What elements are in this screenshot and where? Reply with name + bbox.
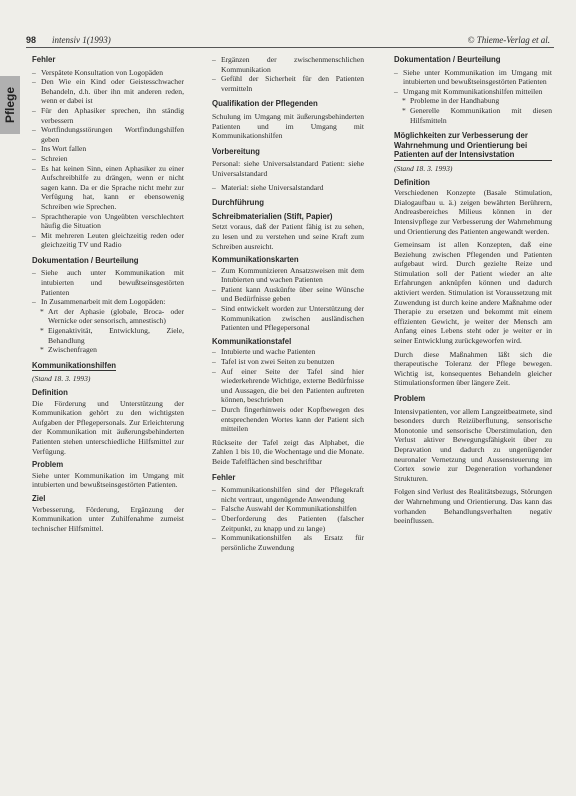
list-item: – Sind entwickelt worden zur Unterstützung der Kommunikation zwischen ausländischen Patienten und Pflegepersonal: [212, 304, 364, 333]
list-item: – Für den Aphasiker sprechen, ihn ständig verbessern: [32, 106, 184, 125]
list-subitem: * Zwischenfragen: [32, 345, 184, 355]
list-subitem: * Eigenaktivität, Entwicklung, Ziele, Behandlung: [32, 326, 184, 345]
list-item: – Tafel ist von zwei Seiten zu benutzen: [212, 357, 364, 367]
list-subitem: * Art der Aphasie (globale, Broca- oder Wernicke oder sensorisch, amnestisch): [32, 307, 184, 326]
stand-date: (Stand 18. 3. 1993): [32, 374, 91, 384]
list-item: – Sprachtherapie von Ungeübten verschlechtert häufig die Situation: [32, 212, 184, 231]
vorbereitung-text: Personal: siehe Universalstandard Patient: siehe Universalstandard: [212, 159, 364, 178]
header-rule: [26, 47, 554, 48]
definition-text: Die Förderung und Unterstützung der Kommunikation gehört zu den wichtigsten Aufgaben der Pflegepersonals. Zur Erleichterung der Kommunikation mit äußerungsbehinderten Patienten stehen unterschiedliche Hilfsmittel zur Verfügung.: [32, 398, 184, 456]
journal-title: intensiv 1(1993): [52, 35, 111, 45]
fehler-heading: Fehler: [32, 55, 56, 64]
list-subitem: * Generelle Kommunikation mit diesen Hilfsmitteln: [394, 106, 552, 125]
fehler2-list: [212, 485, 364, 552]
list-item: – Kommunikationshilfen als Ersatz für persönliche Zuwendung: [212, 533, 364, 552]
list-item: – Schreien: [32, 154, 184, 164]
kommunikationshilfen-heading: [32, 361, 184, 372]
list-subitem: * Probleme in der Handhabung: [394, 96, 552, 106]
qualifikation-heading: Qualifikation der Pflegenden: [212, 99, 318, 109]
schreibmaterialien-heading: Schreibmaterialien (Stift, Papier): [212, 211, 333, 221]
ziel-text: Verbesserung, Förderung, Ergänzung der Kommunikation unter Zuhilfenahme zumeist technischer Hilfsmittel.: [32, 504, 184, 533]
publisher-note: © Thieme-Verlag et al.: [467, 35, 550, 45]
kommunikationskarten-list: [212, 266, 364, 333]
list-item: – Patient kann Auskünfte über seine Wünsche und Bedürfnisse geben: [212, 285, 364, 304]
moeglichkeiten-heading: [394, 131, 552, 161]
vorbereitung-heading: Vorbereitung: [212, 146, 260, 156]
column-3: [394, 55, 552, 530]
list-item: – Ergänzen der zwischenmenschlichen Kommunikation: [212, 55, 364, 74]
dokumentation-list: [32, 268, 184, 354]
section-tab-label: Pflege: [3, 87, 17, 124]
kommunikationskarten-heading: Kommunikationskarten: [212, 255, 299, 265]
page-header: [26, 34, 554, 46]
list-item: – Den Wie ein Kind oder Geistesschwacher Behandeln, d.h. über ihn mit anderen reden, wenn er dabei ist: [32, 77, 184, 106]
list-item: – Siehe auch unter Kommunikation mit intubierten und bewußtseinsgestörten Patienten: [32, 268, 184, 297]
problem2-text-2: Folgen sind Verlust des Realitätsbezugs, Störungen der Wahrnehmung und Orientierung. Das kann das vorhanden Behandlungsverhalten negativ beeinflussen.: [394, 487, 552, 526]
list-item: – Auf einer Seite der Tafel sind hier wiederkehrende Wichtige, externe Bedürfnisse und Aussagen, die bei den Patienten auftreten können, beschrieben: [212, 367, 364, 405]
dokumentation2-list: [394, 68, 552, 126]
problem2-heading: Problem: [394, 394, 426, 403]
dokumentation2-heading: Dokumentation / Beurteilung: [394, 55, 501, 64]
fehler2-heading: Fehler: [212, 472, 236, 482]
kommunikationstafel-heading: Kommunikationstafel: [212, 336, 292, 346]
list-item: – Umgang mit Kommunikationshilfen mitteilen: [394, 87, 552, 97]
list-item: – Es hat keinen Sinn, einen Aphasiker zu einer Aufschreibhilfe zu drängen, wenn er nicht sagen kann. Da er die Sprache nicht mehr zur Verfügung hat, kann er ebensowenig Schreiben wie Sprechen.: [32, 164, 184, 212]
problem-text: Siehe unter Kommunikation im Umgang mit intubierten und bewußtseinsgestörten Patienten.: [32, 470, 184, 490]
list-item: – Material: siehe Universalstandard: [212, 183, 364, 193]
list-item: – Mit mehreren Leuten gleichzeitig reden oder gleichzeitig TV und Radio: [32, 231, 184, 250]
ziel-heading: Ziel: [32, 493, 46, 503]
list-item: – Gefühl der Sicherheit für den Patienten vermitteln: [212, 74, 364, 93]
stand-date: (Stand 18. 3. 1993): [394, 163, 453, 173]
list-item: – Durch fingerhinweis oder Kopfbewegen des entsprechenden Wortes kann der Patient sich mitteilen: [212, 405, 364, 434]
intro-list: [212, 55, 364, 93]
definition2-text-1: Verschiedenen Konzepte (Basale Stimulation, Dialogaufbau u. ä.) zeigen bewährten Berührern, Andreasbereiches Milieus können in der Intensivpflege zur Verbesserung der Wahrnehmung und Orientierung des Patienten angewandt werden.: [394, 188, 552, 236]
definition2-text-2: Gemeinsam ist allen Konzepten, daß eine Beziehung zwischen Pflegenden und Patienten aufgebaut wird. Durch gezielte Reize und Stimulation soll der Patient wieder an alte Erfahrungen anknüpfen können und dadurch aktiviert werden. Stimulation ist Voraussetzung mit Zuwendung ist durch keine andere Maßnahme oder Therapie zu ersetzen und bekommt mit einem effizienten Gewicht, je weiter der Mensch am Anfang eines Lebens steht oder je weiter er in seiner Entwicklung zurückgeworfen wird.: [394, 240, 552, 346]
moeglichkeiten-title: Möglichkeiten zur Verbesserung der Wahrnehmung und Orientierung bei Patienten auf der Intensivstation: [394, 131, 552, 161]
list-item: – Wortfindungsstörungen Wortfindungshilfen geben: [32, 125, 184, 144]
qualifikation-text: Schulung im Umgang mit äußerungsbehinderten Patienten und im Umgang mit Kommunikationshilfen: [212, 111, 364, 141]
problem2-text-1: Intensivpatienten, vor allem Langzeitbeatmete, sind besonders durch Reizüberflutung, sensorische Monotonie und sensorische Überstimulation, den Verlust aktiver Bewegungsfähigkeit über zu Depravation und dadurch zu ungenügender neuronaler Vernetzung und Aussensteuerung im Cortex sowie zur Degeneration vorhandener Strukturen.: [394, 406, 552, 483]
page-number: 98: [26, 35, 37, 45]
list-item: – Falsche Auswahl der Kommunikationshilfen: [212, 504, 364, 514]
fehler-list: [32, 68, 184, 250]
durchfuehrung-heading: Durchführung: [212, 198, 264, 208]
dokumentation-heading: Dokumentation / Beurteilung: [32, 255, 139, 265]
list-item: – In Zusammenarbeit mit dem Logopäden:: [32, 297, 184, 307]
kommunikationshilfen-title: Kommunikationshilfen: [32, 360, 117, 370]
definition2-heading: Definition: [394, 177, 430, 187]
problem-heading: Problem: [32, 460, 64, 470]
list-item: – Zum Kommunizieren Ansatzsweisen mit dem Intubierten und wachen Patienten: [212, 266, 364, 285]
list-item: – Verspätete Konsultation von Logopäden: [32, 68, 184, 78]
list-item: – Kommunikationshilfen sind der Pflegekraft nicht vertraut, ungenügende Anwendung: [212, 485, 364, 504]
vorbereitung-list: [212, 183, 364, 193]
column-1: [32, 55, 184, 537]
definition-heading: Definition: [32, 388, 68, 397]
list-item: – Überforderung des Patienten (falscher Zeitpunkt, zu knapp und zu lange): [212, 514, 364, 533]
definition2-text-3: Durch diese Maßnahmen läßt sich die therapeutische Toleranz der Pflege bewegen. Wichtig ist, konsequentes Behandeln gleicher Stimulationsformen über längere Zeit.: [394, 349, 552, 388]
list-item: – Ins Wort fallen: [32, 144, 184, 154]
schreibmaterialien-text: Setzt voraus, daß der Patient fähig ist zu sehen, zu lesen und zu verstehen und seine Kraft zum Schreiben ausreicht.: [212, 222, 364, 251]
list-item: – Siehe unter Kommunikation im Umgang mit intubierten und bewußtseinsgestörten Patienten: [394, 68, 552, 87]
kommunikationstafel-text: Rückseite der Tafel zeigt das Alphabet, die Zahlen 1 bis 10, die Wochentage und die Monate. Beide Tafelflächen sind beschriftbar: [212, 437, 364, 466]
column-2: [212, 55, 364, 556]
section-tab: [0, 76, 20, 134]
kommunikationstafel-list: [212, 347, 364, 433]
list-item: – Intubierte und wache Patienten: [212, 347, 364, 357]
